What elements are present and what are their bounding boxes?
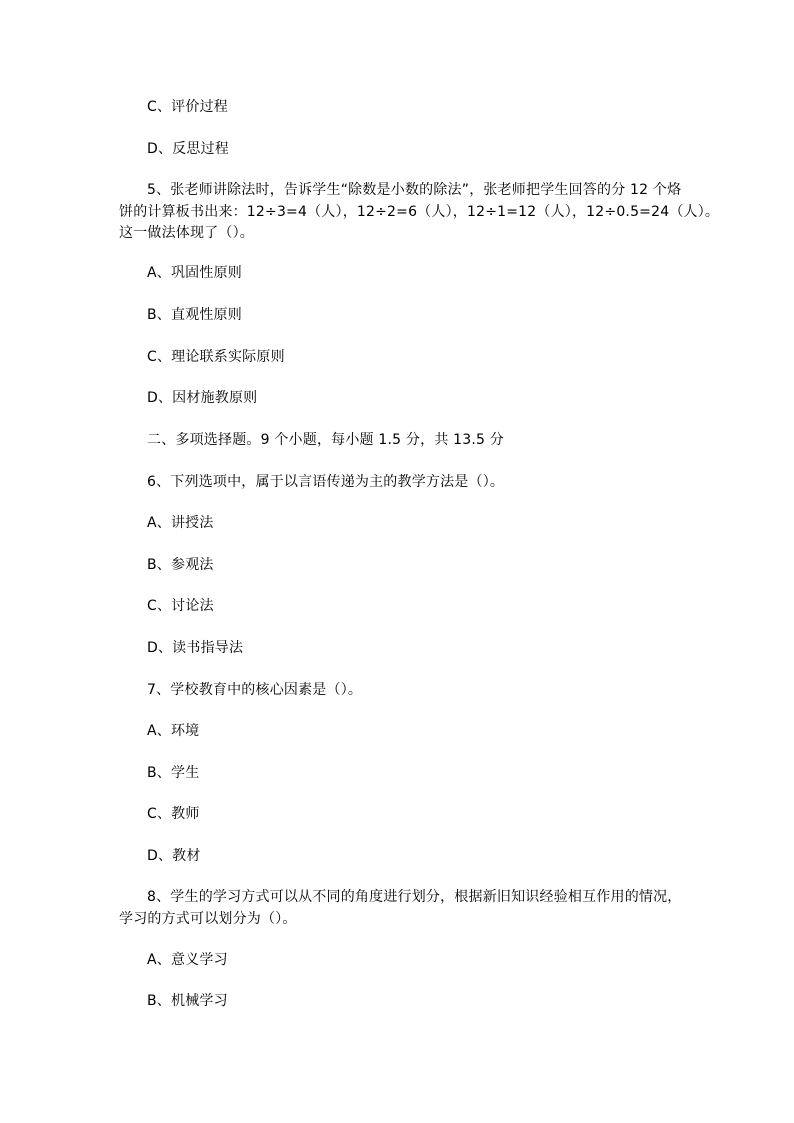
q6-option-b: B、参观法 (147, 557, 214, 573)
section-heading-multiple-choice: 二、多项选择题。9 个小题，每小题 1.5 分，共 13.5 分 (147, 432, 504, 448)
q7-option-c: C、教师 (147, 806, 200, 822)
question-6: 6、下列选项中，属于以言语传递为主的教学方法是（）。 (147, 474, 505, 490)
q8-option-b: B、机械学习 (147, 993, 228, 1009)
question-5-line-2: 饼的计算板书出来：12÷3=4（人），12÷2=6（人），12÷1=12（人），12÷0.5=24（人）。 (119, 204, 720, 220)
q7-option-d: D、教材 (147, 848, 201, 864)
q5-option-b: B、直观性原则 (147, 307, 243, 323)
q8-option-a: A、意义学习 (147, 952, 228, 968)
question-8-line-2: 学习的方式可以划分为（）。 (119, 911, 297, 927)
question-7: 7、学校教育中的核心因素是（）。 (147, 682, 363, 698)
q6-option-a: A、讲授法 (147, 515, 214, 531)
q7-option-b: B、学生 (147, 765, 200, 781)
question-5-line-1: 5、张老师讲除法时，告诉学生“除数是小数的除法”，张老师把学生回答的分 12 个烙 (147, 182, 682, 198)
q5-option-a: A、巩固性原则 (147, 265, 242, 281)
option-c-evaluation: C、评价过程 (147, 99, 228, 115)
q7-option-a: A、环境 (147, 723, 200, 739)
question-8-line-1: 8、学生的学习方式可以从不同的角度进行划分，根据新旧知识经验相互作用的情况， (147, 889, 682, 905)
option-d-reflection: D、反思过程 (147, 141, 229, 157)
q5-option-d: D、因材施教原则 (147, 390, 258, 406)
q5-option-c: C、理论联系实际原则 (147, 349, 285, 365)
q6-option-c: C、讨论法 (147, 598, 214, 614)
question-5-line-3: 这一做法体现了（）。 (119, 225, 254, 241)
q6-option-d: D、读书指导法 (147, 640, 244, 656)
